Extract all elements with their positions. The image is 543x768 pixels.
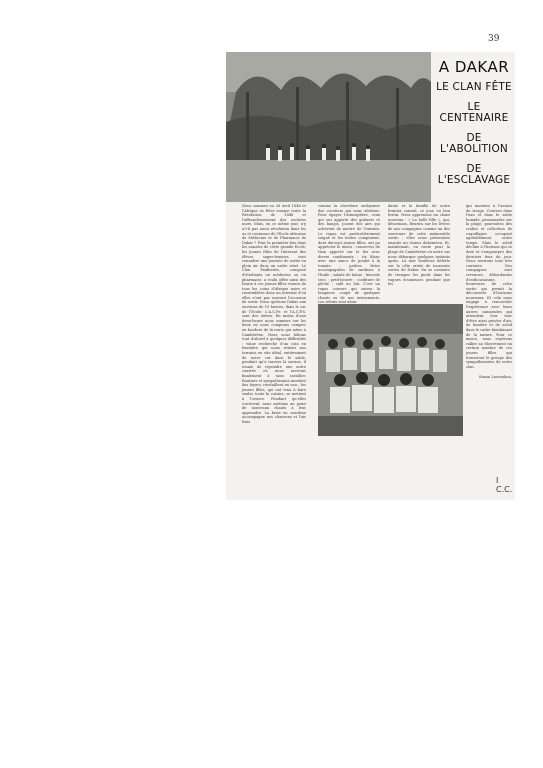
article-column-3: dants et la famille de notre fermier conseil, ce jour, ou bon festin. Nous apprenons un chant nouveau : « La belle fille », qui, désormais, fleurira sur les lèvres de nos compagnes comme un des souvenirs de cette mémorable sortie ; elles nous présentent ensuite un chœur dahoméen. Et, maintenant, en route pour la plage de Cambérène où notre car nous débarque quelques instants après. La mer houleuse déferle sur la côte ornée de tournoies vertes de Dakar. On se contente de tremper les pieds dans les vagues écumeuses pendant que les	[388, 204, 450, 287]
article-column-4-text: qui montent à l'assaut du rivage. Courses dans l'eau et dans le sable humide, promenades sur la plage, poursuites des crabes et collection de coquillages occupent agréablement notre temps. Mais le soleil décline à l'horizon qui se dore et s'empourpre des derniers feux du jour. Nous rentrons tous très contents. Nos compagnes sont revenues, débordantes d'enthousiasme, heureuses de cette sortie qui permit la découverte d'horizons nouveaux. Et cela nous engage à renouveler l'expérience avec leurs autres camarades qui attendent leur tour d'être ainsi grisées d'air, de lumière et de soleil dans le cadre bienfaisant de la nature. Pour ce mince, nous espérons rallier au Mouvement un certain nombre de ces jeunes filles qui formeront le groupe des sympathisantes de notre clan.	[466, 204, 512, 369]
article-author: Simon Lassoukou,	[478, 375, 512, 380]
newspaper-clipping	[226, 52, 515, 500]
page-number: 39	[488, 34, 500, 44]
headline-line-4: DE L'ABOLITION	[440, 131, 508, 155]
photo-palm-trees-image	[226, 52, 431, 202]
article-column-2: comme la chevelure ondoyante des cocotiers qui nous abritent. Pour égayer l'atmosphère, ceux qui ont apporté des guitares et des banjos, jouent des airs qui achèvent de mettre de l'entrain. Le repas est particulièrement soigné et les tentes comptaient, dont dix-sept jeunes filles, ont pu apprécier le menu : conserves de thon apporté sur le feu avec divers condiments ; riz blanc avec une sauce de poulet à la tomate ; petites frites accompagnées de sardines à l'huile ; salade de laitue ; biscuits secs ; petit-beurre ; confiture de pêche ; café au lait. C'est un repas couvert qui suivra la longueur, coupé de quelques chants ou de nos instruments. Les rebuts sont abon-	[318, 204, 380, 305]
photo-group-portrait	[318, 304, 463, 436]
article-column-1: Nous sommes au 28 avril 1848 et l'Afrique va fêter comme toute la Révolution de 1848 et l'affranchissement des esclaves noirs. Mais, en ce même jour, n'y a-t-il pas aussi révolution dans les us et coutumes de l'Ecole africaine de Médecine et de Pharmacie de Dakar ? Pour la première fois dans les annales de cette grande Ecole, les jeunes filles de l'internat des élèves sages-femmes vont connaître une journée de sortie en plein air dans un cadre situé. Le Clan Faidherbe, composé d'étudiants en médecine ou en pharmacie, a voulu offrir ainsi des loisirs à ces jeunes filles venues de tous les coins d'Afrique noire et rassemblées dans un internat d'où elles n'ont pas souvent l'occasion de sortir. Nous quittons Dakar aux environs de 10 heures, dans le car de l'Ecole. L'A.C.Pr. et l'A.C.P.S. sont des nôtres. En moins d'une demi-heure nous sommes sur les lieux où nous comptons camper, en bordure de la route qui mène à Cambérène. Nous nous hâtons tout d'abord à quelques difficultés : vaine recherche d'un coin en frontière qui nous retient nos terrains en site idéal, entièrement de notre car dans le sable, pendant qu'à travers la savane, il essaie de rejoindre une autre contrée où nous arrivons finalement à nous installer. Routiers et sympathisants montent des foyers, ravitaillent en eau ; les jeunes filles, qui ont tenu à faire seules toute la cuisine, se mettent à l'œuvre. Pendant qu'elles s'activent, nous mettons au point de nouveaux chants à leur apprendre. La brise en sourdine accompagne nos chansons et l'air frais	[242, 204, 306, 424]
handwritten-initials: I C.C.	[496, 476, 513, 494]
headline-line-2: LE CLAN FÊTE	[436, 80, 512, 93]
headline-line-1: A DAKAR	[438, 58, 510, 76]
article-headline	[434, 58, 514, 195]
headline-line-5: DE L'ESCLAVAGE	[437, 162, 511, 186]
article-column-4	[466, 204, 512, 484]
photo-group-portrait-image	[318, 304, 463, 436]
headline-line-3: LE CENTENAIRE	[439, 100, 509, 124]
photo-palm-trees-group	[226, 52, 431, 202]
